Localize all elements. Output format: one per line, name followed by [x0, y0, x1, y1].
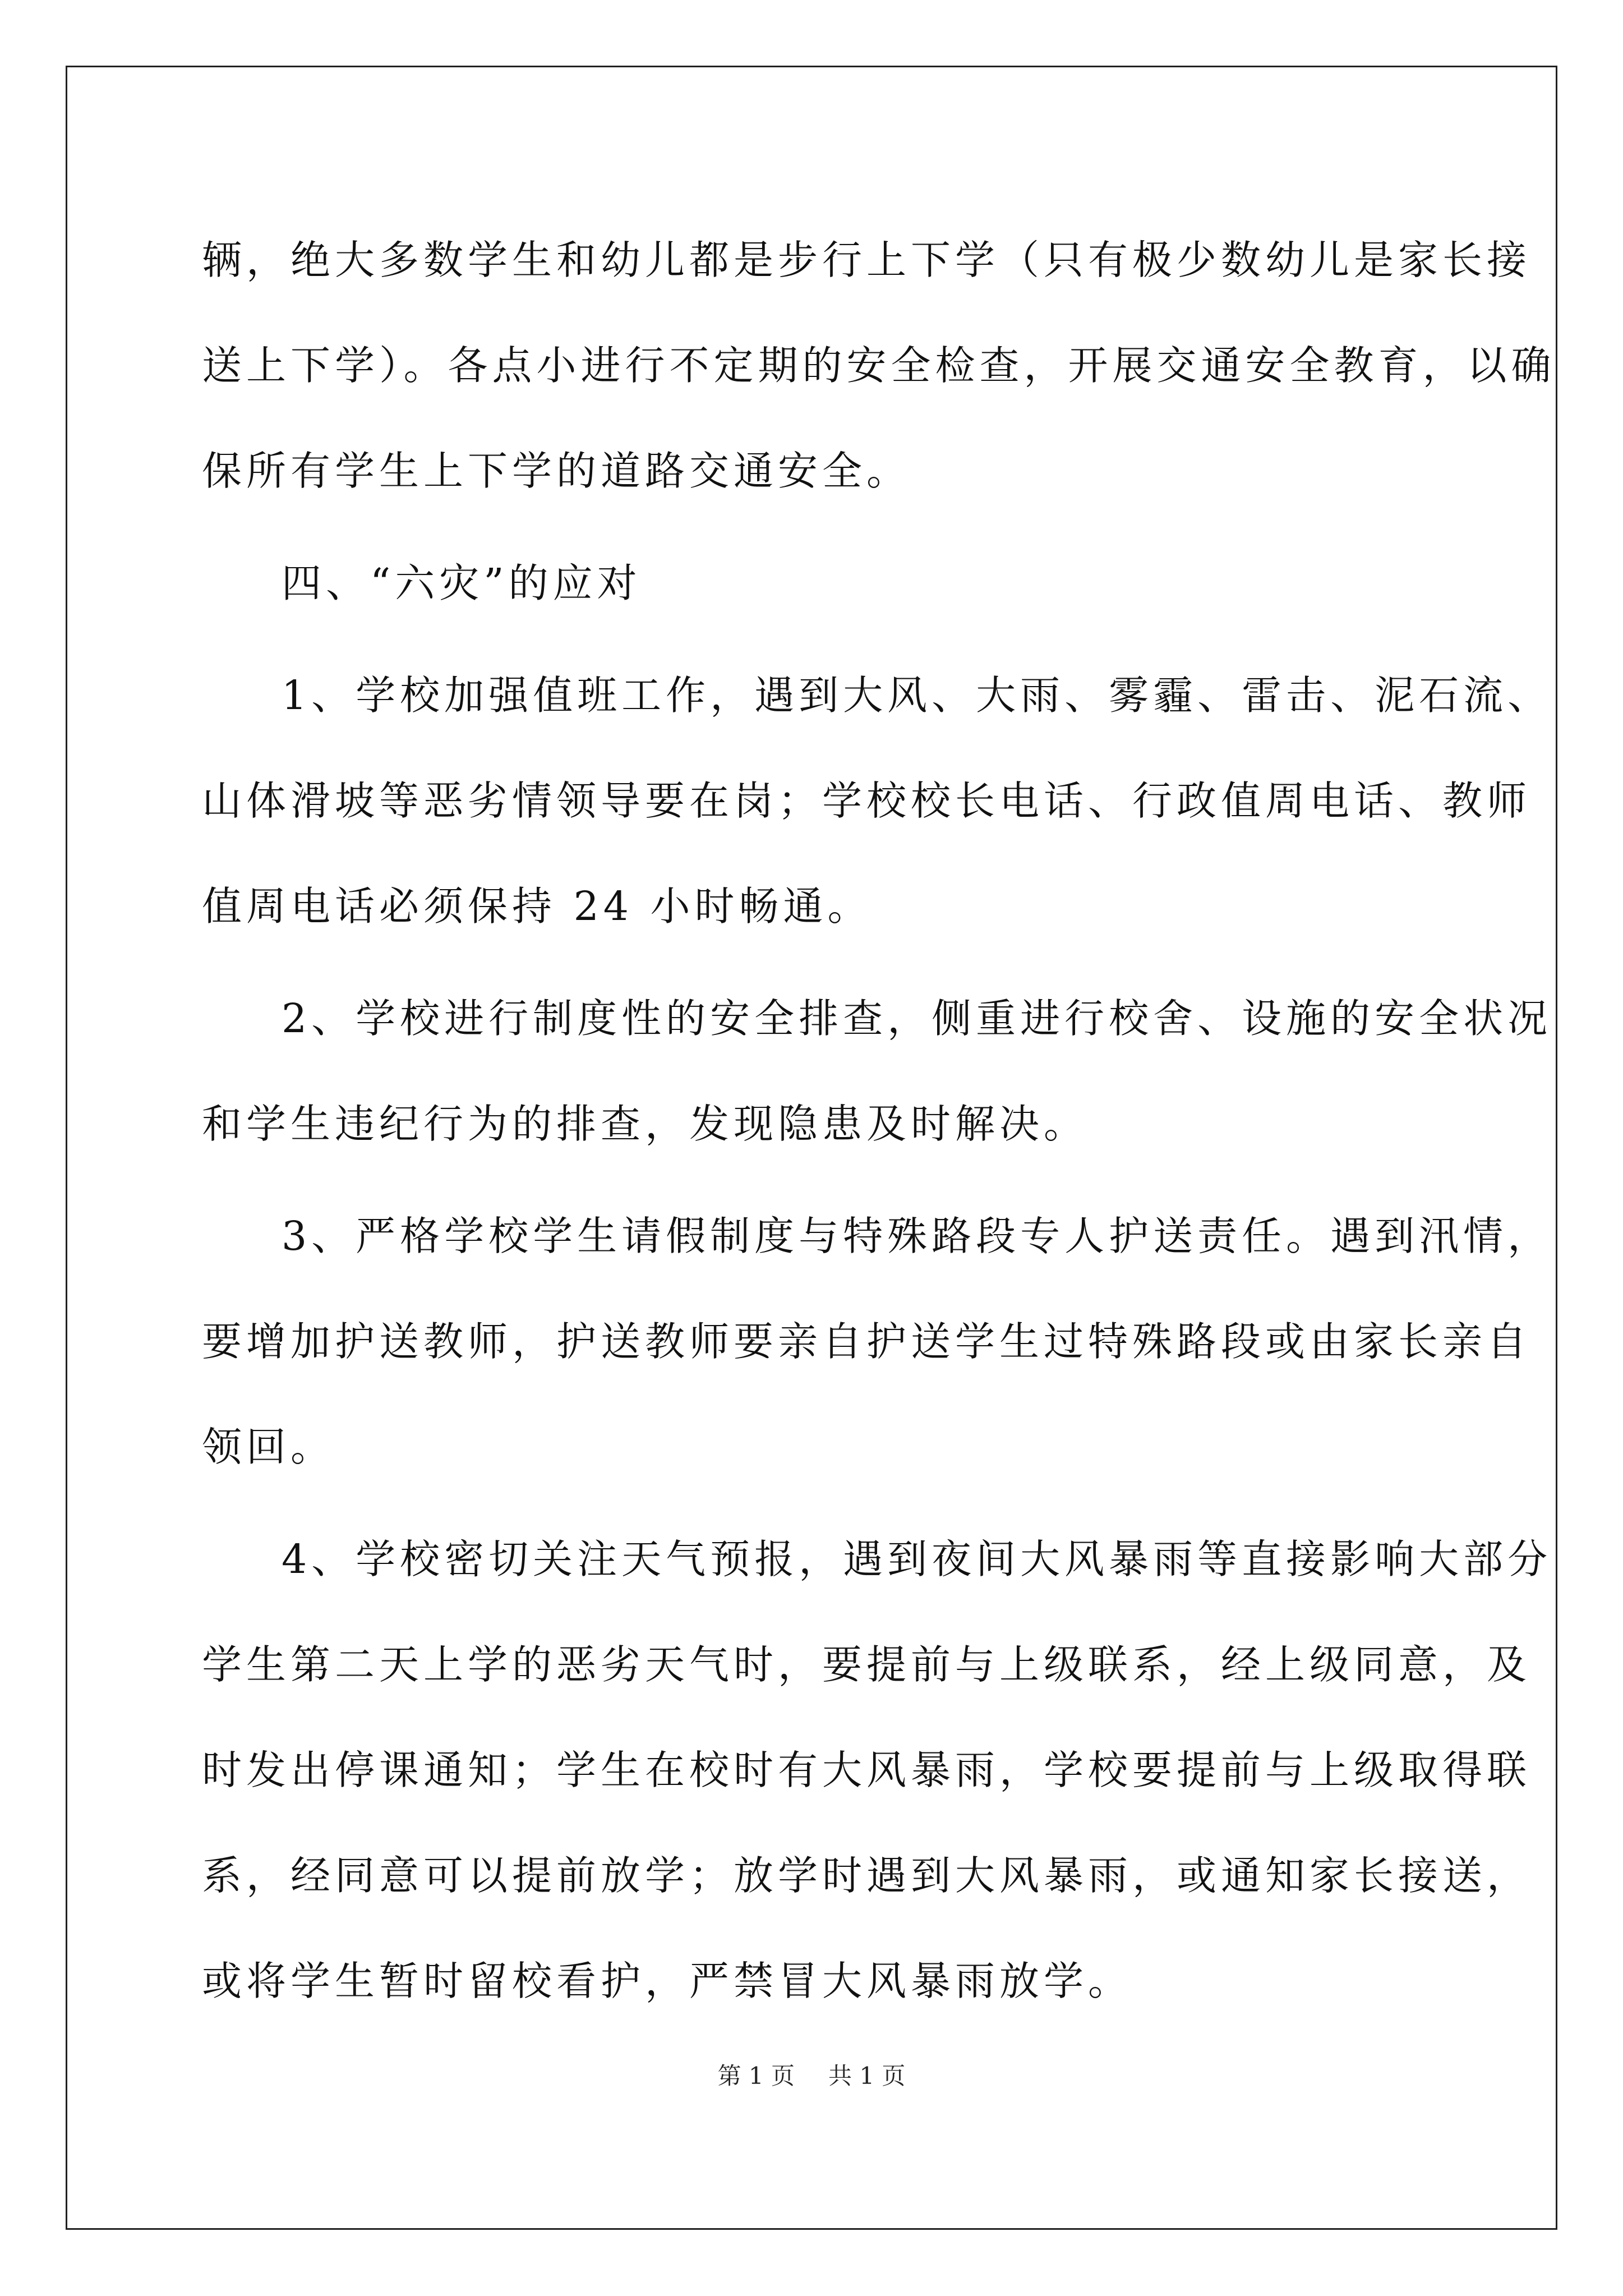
text-line: 时发出停课通知；学生在校时有大风暴雨，学校要提前与上级取得联	[202, 1747, 1532, 1793]
text-line: 学生第二天上学的恶劣天气时，要提前与上级联系，经上级同意，及	[202, 1641, 1532, 1688]
text-line: 和学生违纪行为的排查，发现隐患及时解决。	[202, 1101, 1089, 1147]
paragraph-item-3	[202, 1184, 1552, 1500]
text-line: 2、学校进行制度性的安全排查，侧重进行校舍、设施的安全状况	[282, 995, 1552, 1042]
text-line: 送上下学）。各点小进行不定期的安全检查，开展交通安全教育，以确	[202, 342, 1556, 389]
document-body	[202, 208, 1556, 2041]
page-footer	[0, 2058, 1623, 2091]
text-line: 辆，绝大多数学生和幼儿都是步行上下学（只有极少数幼儿是家长接	[202, 237, 1532, 283]
text-line: 山体滑坡等恶劣情领导要在岗；学校校长电话、行政值周电话、教师	[202, 777, 1532, 824]
text-line: 1、学校加强值班工作，遇到大风、大雨、雾霾、雷击、泥石流、	[282, 672, 1552, 719]
section-heading-six-disasters	[202, 531, 1464, 636]
heading-line: 四、“六灾”的应对	[282, 560, 642, 606]
text-line: 要增加护送教师，护送教师要亲自护送学生过特殊路段或由家长亲自	[202, 1318, 1532, 1365]
text-line: 系，经同意可以提前放学；放学时遇到大风暴雨，或通知家长接送，	[202, 1852, 1532, 1899]
paragraph-item-4	[202, 1507, 1552, 2034]
text-line: 领回。	[202, 1424, 335, 1470]
text-line: 保所有学生上下学的道路交通安全。	[202, 448, 911, 494]
page-number-total: 共 1 页	[828, 2062, 906, 2090]
paragraph-item-1	[202, 643, 1552, 959]
text-line: 4、学校密切关注天气预报，遇到夜间大风暴雨等直接影响大部分	[282, 1536, 1552, 1582]
text-line: 值周电话必须保持 24 小时畅通。	[202, 883, 872, 930]
page-number-current: 第 1 页	[717, 2062, 795, 2090]
text-line: 3、严格学校学生请假制度与特殊路段专人护送责任。遇到汛情，	[282, 1213, 1552, 1259]
paragraph-item-2	[202, 966, 1552, 1177]
paragraph-traffic-safety	[202, 208, 1556, 524]
text-line: 或将学生暂时留校看护，严禁冒大风暴雨放学。	[202, 1958, 1133, 2004]
